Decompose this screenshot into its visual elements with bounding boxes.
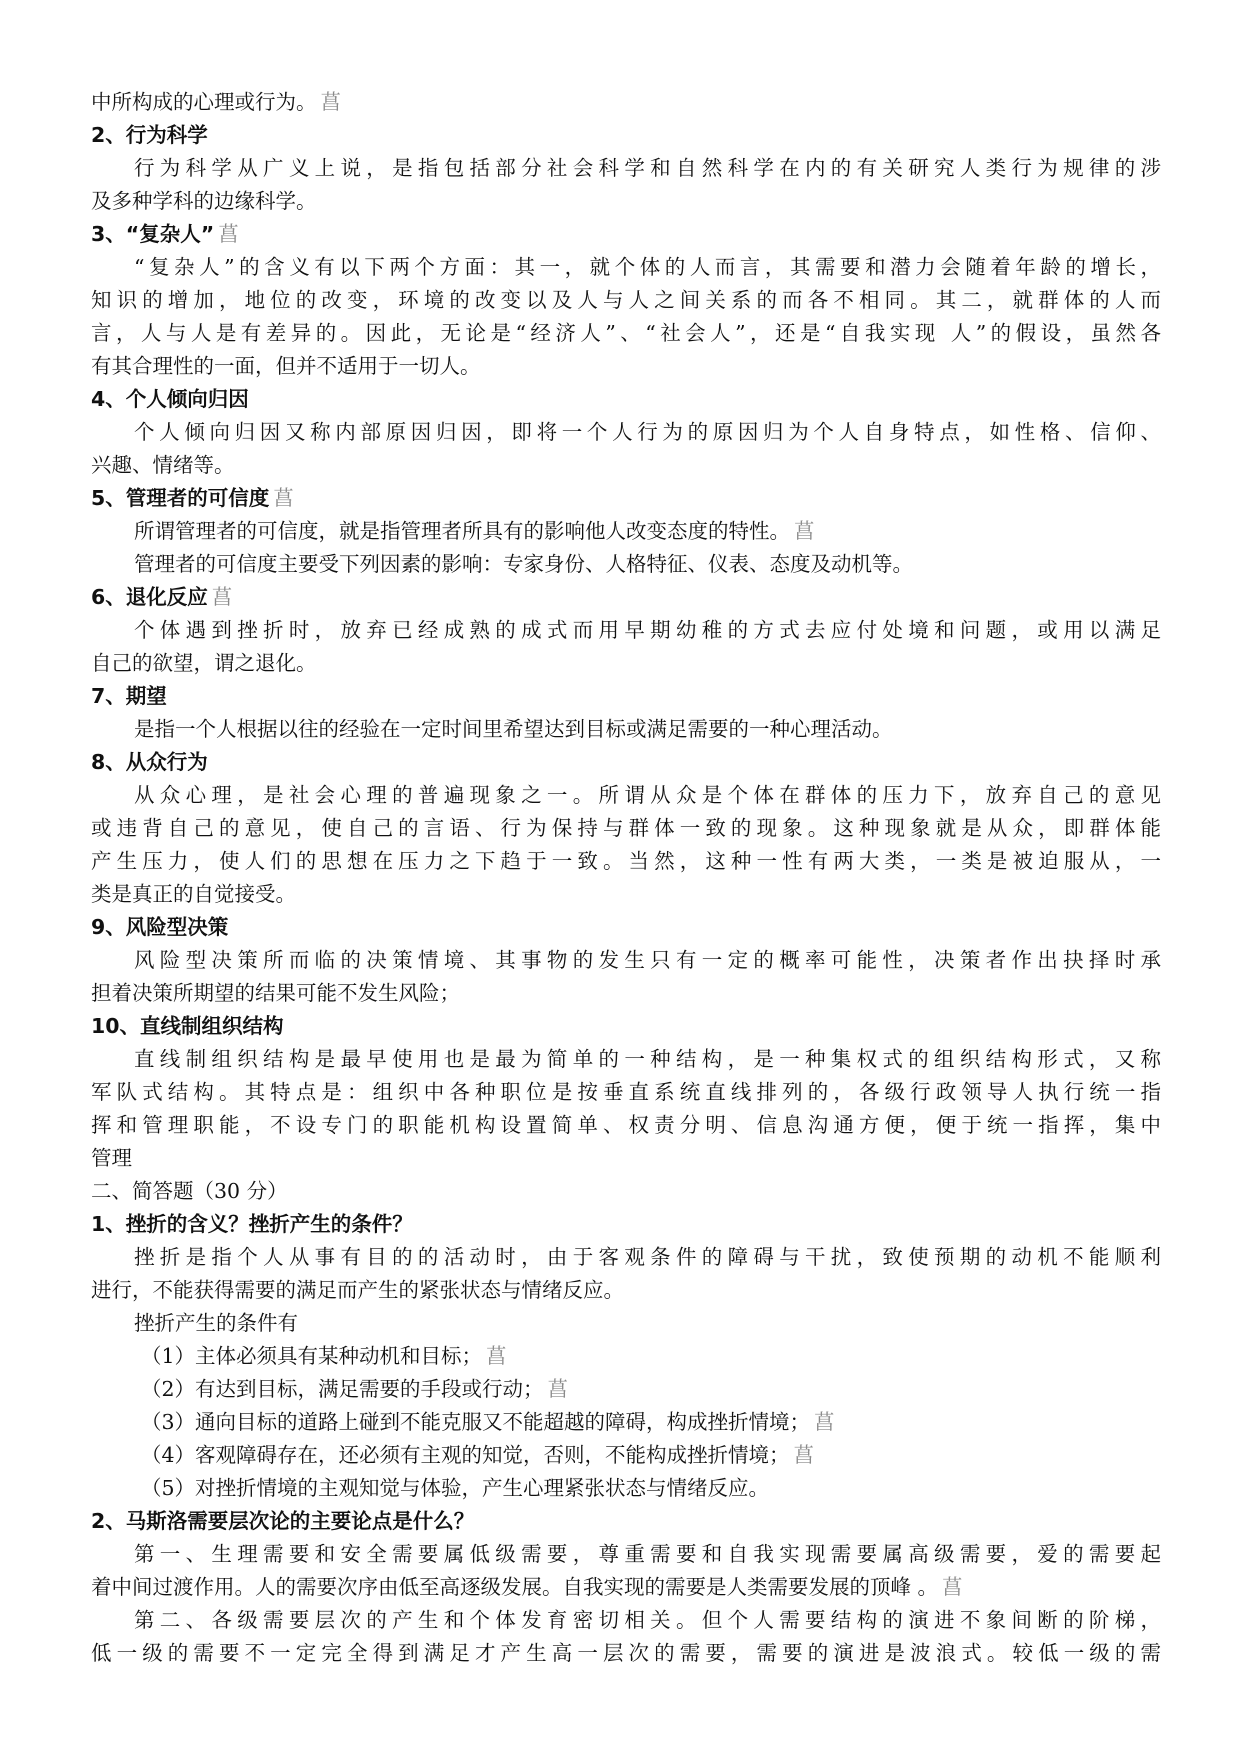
line-text: “复杂人”的含义有以下两个方面：其一，就个体的人而言，其需要和潜力会随着年龄的增长， bbox=[134, 255, 1161, 279]
line-text: 直线制组织结构是最早使用也是最为简单的一种结构，是一种集权式的组织结构形式，又称 bbox=[134, 1047, 1161, 1071]
line-text: 类是真正的自觉接受。 bbox=[91, 882, 296, 906]
line-text: 1、挫折的含义？挫折产生的条件？ bbox=[91, 1212, 413, 1236]
section-heading bbox=[91, 1208, 1161, 1241]
text-line bbox=[91, 1043, 1161, 1076]
section-heading bbox=[91, 1010, 1161, 1043]
line-text: 着中间过渡作用。人的需要次序由低至高逐级发展。自我实现的需要是人类需要发展的顶峰 。 bbox=[91, 1575, 939, 1599]
text-line bbox=[91, 1175, 1161, 1208]
line-text: 中所构成的心理或行为。 bbox=[91, 90, 317, 114]
text-line bbox=[91, 779, 1161, 812]
watermark-glyph: 菖 bbox=[794, 519, 815, 543]
line-text: （5）对挫折情境的主观知觉与体验，产生心理紧张状态与情绪反应。 bbox=[141, 1476, 770, 1500]
line-text: 或违背自己的意见，使自己的言语、行为保持与群体一致的现象。这种现象就是从众，即群体能 bbox=[91, 816, 1161, 840]
line-text: 知识的增加，地位的改变，环境的改变以及人与人之间关系的而各不相同。其二，就群体的人而 bbox=[91, 288, 1161, 312]
watermark-glyph: 菖 bbox=[793, 1443, 815, 1467]
line-text: 4、个人倾向归因 bbox=[91, 387, 249, 411]
text-line bbox=[91, 944, 1161, 977]
text-line bbox=[91, 86, 1161, 119]
line-text: 有其合理性的一面，但并不适用于一切人。 bbox=[91, 354, 481, 378]
watermark-glyph: 菖 bbox=[211, 585, 233, 609]
section-heading bbox=[91, 911, 1161, 944]
line-text: 担着决策所期望的结果可能不发生风险； bbox=[91, 981, 460, 1005]
watermark-glyph: 菖 bbox=[814, 1410, 835, 1434]
list-item bbox=[91, 1373, 1161, 1406]
line-text: 挫折是指个人从事有目的的活动时，由于客观条件的障碍与干扰，致使预期的动机不能顺利 bbox=[134, 1245, 1161, 1269]
text-line bbox=[91, 350, 1161, 383]
watermark-glyph: 菖 bbox=[486, 1344, 507, 1368]
text-line bbox=[91, 1142, 1161, 1175]
text-line bbox=[91, 449, 1161, 482]
text-line bbox=[91, 251, 1161, 284]
line-text: 挥和管理职能，不设专门的职能机构设置简单、权责分明、信息沟通方便，便于统一指挥，集中 bbox=[91, 1113, 1161, 1137]
watermark-glyph: 菖 bbox=[320, 90, 341, 114]
line-text: （4）客观障碍存在，还必须有主观的知觉，否则，不能构成挫折情境； bbox=[141, 1443, 790, 1467]
watermark-glyph: 菖 bbox=[547, 1377, 569, 1401]
text-line bbox=[91, 1637, 1161, 1670]
watermark-glyph: 菖 bbox=[942, 1575, 963, 1599]
text-line bbox=[91, 1571, 1161, 1604]
line-text: 第一、生理需要和安全需要属低级需要，尊重需要和自我实现需要属高级需要，爱的需要起 bbox=[134, 1542, 1161, 1566]
line-text: 第二、各级需要层次的产生和个体发育密切相关。但个人需要结构的演进不象间断的阶梯， bbox=[134, 1608, 1161, 1632]
text-line bbox=[91, 185, 1161, 218]
line-text: 二、简答题（30 分） bbox=[91, 1179, 288, 1203]
text-line bbox=[91, 1109, 1161, 1142]
line-text: 2、马斯洛需要层次论的主要论点是什么？ bbox=[91, 1509, 475, 1533]
line-text: 管理者的可信度主要受下列因素的影响：专家身份、人格特征、仪表、态度及动机等。 bbox=[134, 552, 913, 576]
text-line bbox=[91, 1538, 1161, 1571]
line-text: 低一级的需要不一定完全得到满足才产生高一层次的需要，需要的演进是波浪式。较低一级的需 bbox=[91, 1641, 1161, 1665]
line-text: 进行，不能获得需要的满足而产生的紧张状态与情绪反应。 bbox=[91, 1278, 624, 1302]
line-text: 2、行为科学 bbox=[91, 123, 208, 147]
section-heading bbox=[91, 680, 1161, 713]
line-text: 5、管理者的可信度 bbox=[91, 486, 270, 510]
text-line bbox=[91, 845, 1161, 878]
line-text: 是指一个人根据以往的经验在一定时间里希望达到目标或满足需要的一种心理活动。 bbox=[134, 717, 893, 741]
line-text: 3、“复杂人” bbox=[91, 222, 215, 246]
line-text: 及多种学科的边缘科学。 bbox=[91, 189, 317, 213]
line-text: （1）主体必须具有某种动机和目标； bbox=[141, 1344, 483, 1368]
line-text: 产生压力，使人们的思想在压力之下趋于一致。当然，这种一性有两大类，一类是被迫服从，一 bbox=[91, 849, 1161, 873]
line-text: 风险型决策所而临的决策情境、其事物的发生只有一定的概率可能性，决策者作出抉择时承 bbox=[134, 948, 1161, 972]
text-line bbox=[91, 1604, 1161, 1637]
line-text: 9、风险型决策 bbox=[91, 915, 229, 939]
line-text: 行为科学从广义上说，是指包括部分社会科学和自然科学在内的有关研究人类行为规律的涉 bbox=[134, 156, 1161, 180]
text-line bbox=[91, 1274, 1161, 1307]
text-line bbox=[91, 647, 1161, 680]
text-line bbox=[91, 152, 1161, 185]
text-line bbox=[91, 284, 1161, 317]
section-heading bbox=[91, 1505, 1161, 1538]
text-line bbox=[91, 515, 1161, 548]
line-text: 7、期望 bbox=[91, 684, 167, 708]
list-item bbox=[91, 1406, 1161, 1439]
line-text: （3）通向目标的道路上碰到不能克服又不能超越的障碍，构成挫折情境； bbox=[141, 1410, 811, 1434]
line-text: 兴趣、情绪等。 bbox=[91, 453, 235, 477]
line-text: 10、直线制组织结构 bbox=[91, 1014, 284, 1038]
section-heading bbox=[91, 482, 1161, 515]
line-text: 个人倾向归因又称内部原因归因，即将一个人行为的原因归为个人自身特点，如性格、信仰、 bbox=[134, 420, 1161, 444]
line-text: 管理 bbox=[91, 1146, 132, 1170]
section-heading bbox=[91, 218, 1161, 251]
text-line bbox=[91, 1076, 1161, 1109]
watermark-glyph: 菖 bbox=[273, 486, 294, 510]
line-text: 8、从众行为 bbox=[91, 750, 208, 774]
watermark-glyph: 菖 bbox=[218, 222, 239, 246]
list-item bbox=[91, 1340, 1161, 1373]
line-text: 挫折产生的条件有 bbox=[134, 1311, 298, 1335]
text-line bbox=[91, 317, 1161, 350]
section-heading bbox=[91, 746, 1161, 779]
section-heading bbox=[91, 119, 1161, 152]
text-line bbox=[91, 878, 1161, 911]
text-line bbox=[91, 1241, 1161, 1274]
text-line bbox=[91, 977, 1161, 1010]
text-line bbox=[91, 614, 1161, 647]
text-line bbox=[91, 1307, 1161, 1340]
line-text: 从众心理，是社会心理的普遍现象之一。所谓从众是个体在群体的压力下，放弃自己的意见 bbox=[134, 783, 1161, 807]
text-line bbox=[91, 713, 1161, 746]
text-line bbox=[91, 548, 1161, 581]
list-item bbox=[91, 1472, 1161, 1505]
line-text: 言，人与人是有差异的。因此，无论是“经济人”、“社会人”，还是“自我实现 人”的假设，虽然各 bbox=[91, 321, 1161, 345]
line-text: 个体遇到挫折时，放弃已经成熟的成式而用早期幼稚的方式去应付处境和问题，或用以满足 bbox=[134, 618, 1161, 642]
section-heading bbox=[91, 581, 1161, 614]
list-item bbox=[91, 1439, 1161, 1472]
line-text: （2）有达到目标，满足需要的手段或行动； bbox=[141, 1377, 544, 1401]
text-line bbox=[91, 416, 1161, 449]
line-text: 6、退化反应 bbox=[91, 585, 208, 609]
line-text: 所谓管理者的可信度，就是指管理者所具有的影响他人改变态度的特性。 bbox=[134, 519, 790, 543]
section-heading bbox=[91, 383, 1161, 416]
line-text: 军队式结构。其特点是：组织中各种职位是按垂直系统直线排列的，各级行政领导人执行统一指 bbox=[91, 1080, 1161, 1104]
text-line bbox=[91, 812, 1161, 845]
line-text: 自己的欲望，谓之退化。 bbox=[91, 651, 317, 675]
